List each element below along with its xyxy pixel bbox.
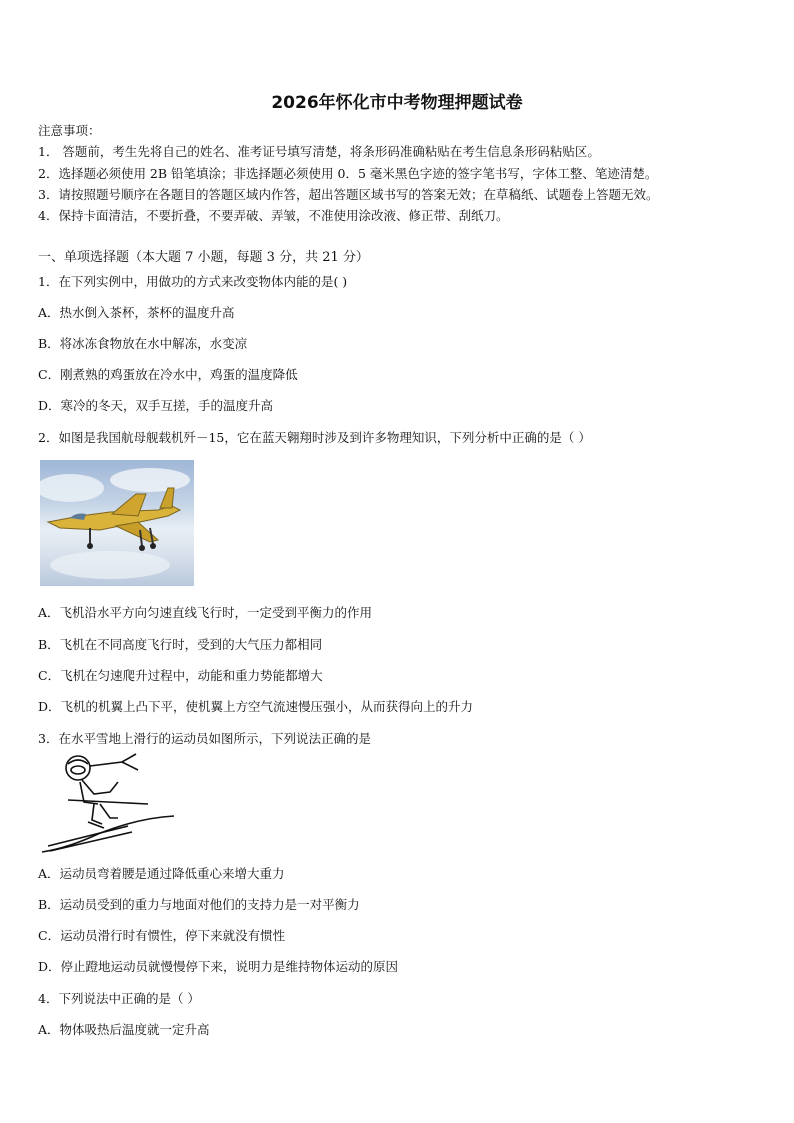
q2-option-b: B．飞机在不同高度飞行时，受到的大气压力都相同 [38, 637, 323, 652]
section-heading: 一、单项选择题（本大题 7 小题，每题 3 分，共 21 分） [38, 250, 369, 265]
page-title: 2026年怀化市中考物理押题试卷 [271, 93, 523, 113]
q2-option-d: D．飞机的机翼上凸下平，使机翼上方空气流速慢压强小，从而获得向上的升力 [38, 699, 474, 714]
q4-option-a: A．物体吸热后温度就一定升高 [38, 1022, 210, 1037]
notice-item-2: 2．选择题必须使用 2B 铅笔填涂；非选择题必须使用 0．5 毫米黑色字迹的签字笔书写，字体工整、笔迹清楚。 [38, 166, 658, 181]
q3-option-a: A．运动员弯着腰是通过降低重心来增大重力 [38, 866, 285, 881]
notice-item-4: 4．保持卡面清洁，不要折叠，不要弄破、弄皱，不准使用涂改液、修正带、刮纸刀。 [38, 208, 509, 223]
q1-option-b: B．将冰冻食物放在水中解冻，水变凉 [38, 336, 248, 351]
q3-option-d: D．停止蹬地运动员就慢慢停下来，说明力是维持物体运动的原因 [38, 959, 399, 974]
q2-stem: 2．如图是我国航母舰载机歼－15，它在蓝天翱翔时涉及到许多物理知识，下列分析中正确的是（ ） [38, 430, 591, 445]
q1-stem: 1．在下列实例中，用做功的方式来改变物体内能的是( ) [38, 274, 348, 289]
q2-option-a: A．飞机沿水平方向匀速直线飞行时，一定受到平衡力的作用 [38, 605, 373, 620]
q1-option-d: D．寒冷的冬天，双手互搓，手的温度升高 [38, 398, 274, 413]
q4-stem: 4．下列说法中正确的是（ ） [38, 991, 200, 1006]
notice-item-1: 1． 答题前，考生先将自己的姓名、准考证号填写清楚，将条形码准确粘贴在考生信息条形码粘贴区。 [38, 144, 600, 159]
q3-option-b: B．运动员受到的重力与地面对他们的支持力是一对平衡力 [38, 897, 360, 912]
q1-option-a: A．热水倒入茶杯，茶杯的温度升高 [38, 305, 235, 320]
q3-stem: 3．在水平雪地上滑行的运动员如图所示，下列说法正确的是 [38, 731, 371, 746]
notice-heading: 注意事项： [38, 123, 101, 138]
notice-item-3: 3．请按照题号顺序在各题目的答题区域内作答，超出答题区域书写的答案无效；在草稿纸、试题卷上答题无效。 [38, 187, 659, 202]
q1-option-c: C．刚煮熟的鸡蛋放在冷水中，鸡蛋的温度降低 [38, 367, 298, 382]
q2-option-c: C．飞机在匀速爬升过程中，动能和重力势能都增大 [38, 668, 323, 683]
skier-drawing [38, 752, 178, 856]
fighter-jet-image [40, 460, 194, 586]
q3-option-c: C．运动员滑行时有惯性，停下来就没有惯性 [38, 928, 286, 943]
